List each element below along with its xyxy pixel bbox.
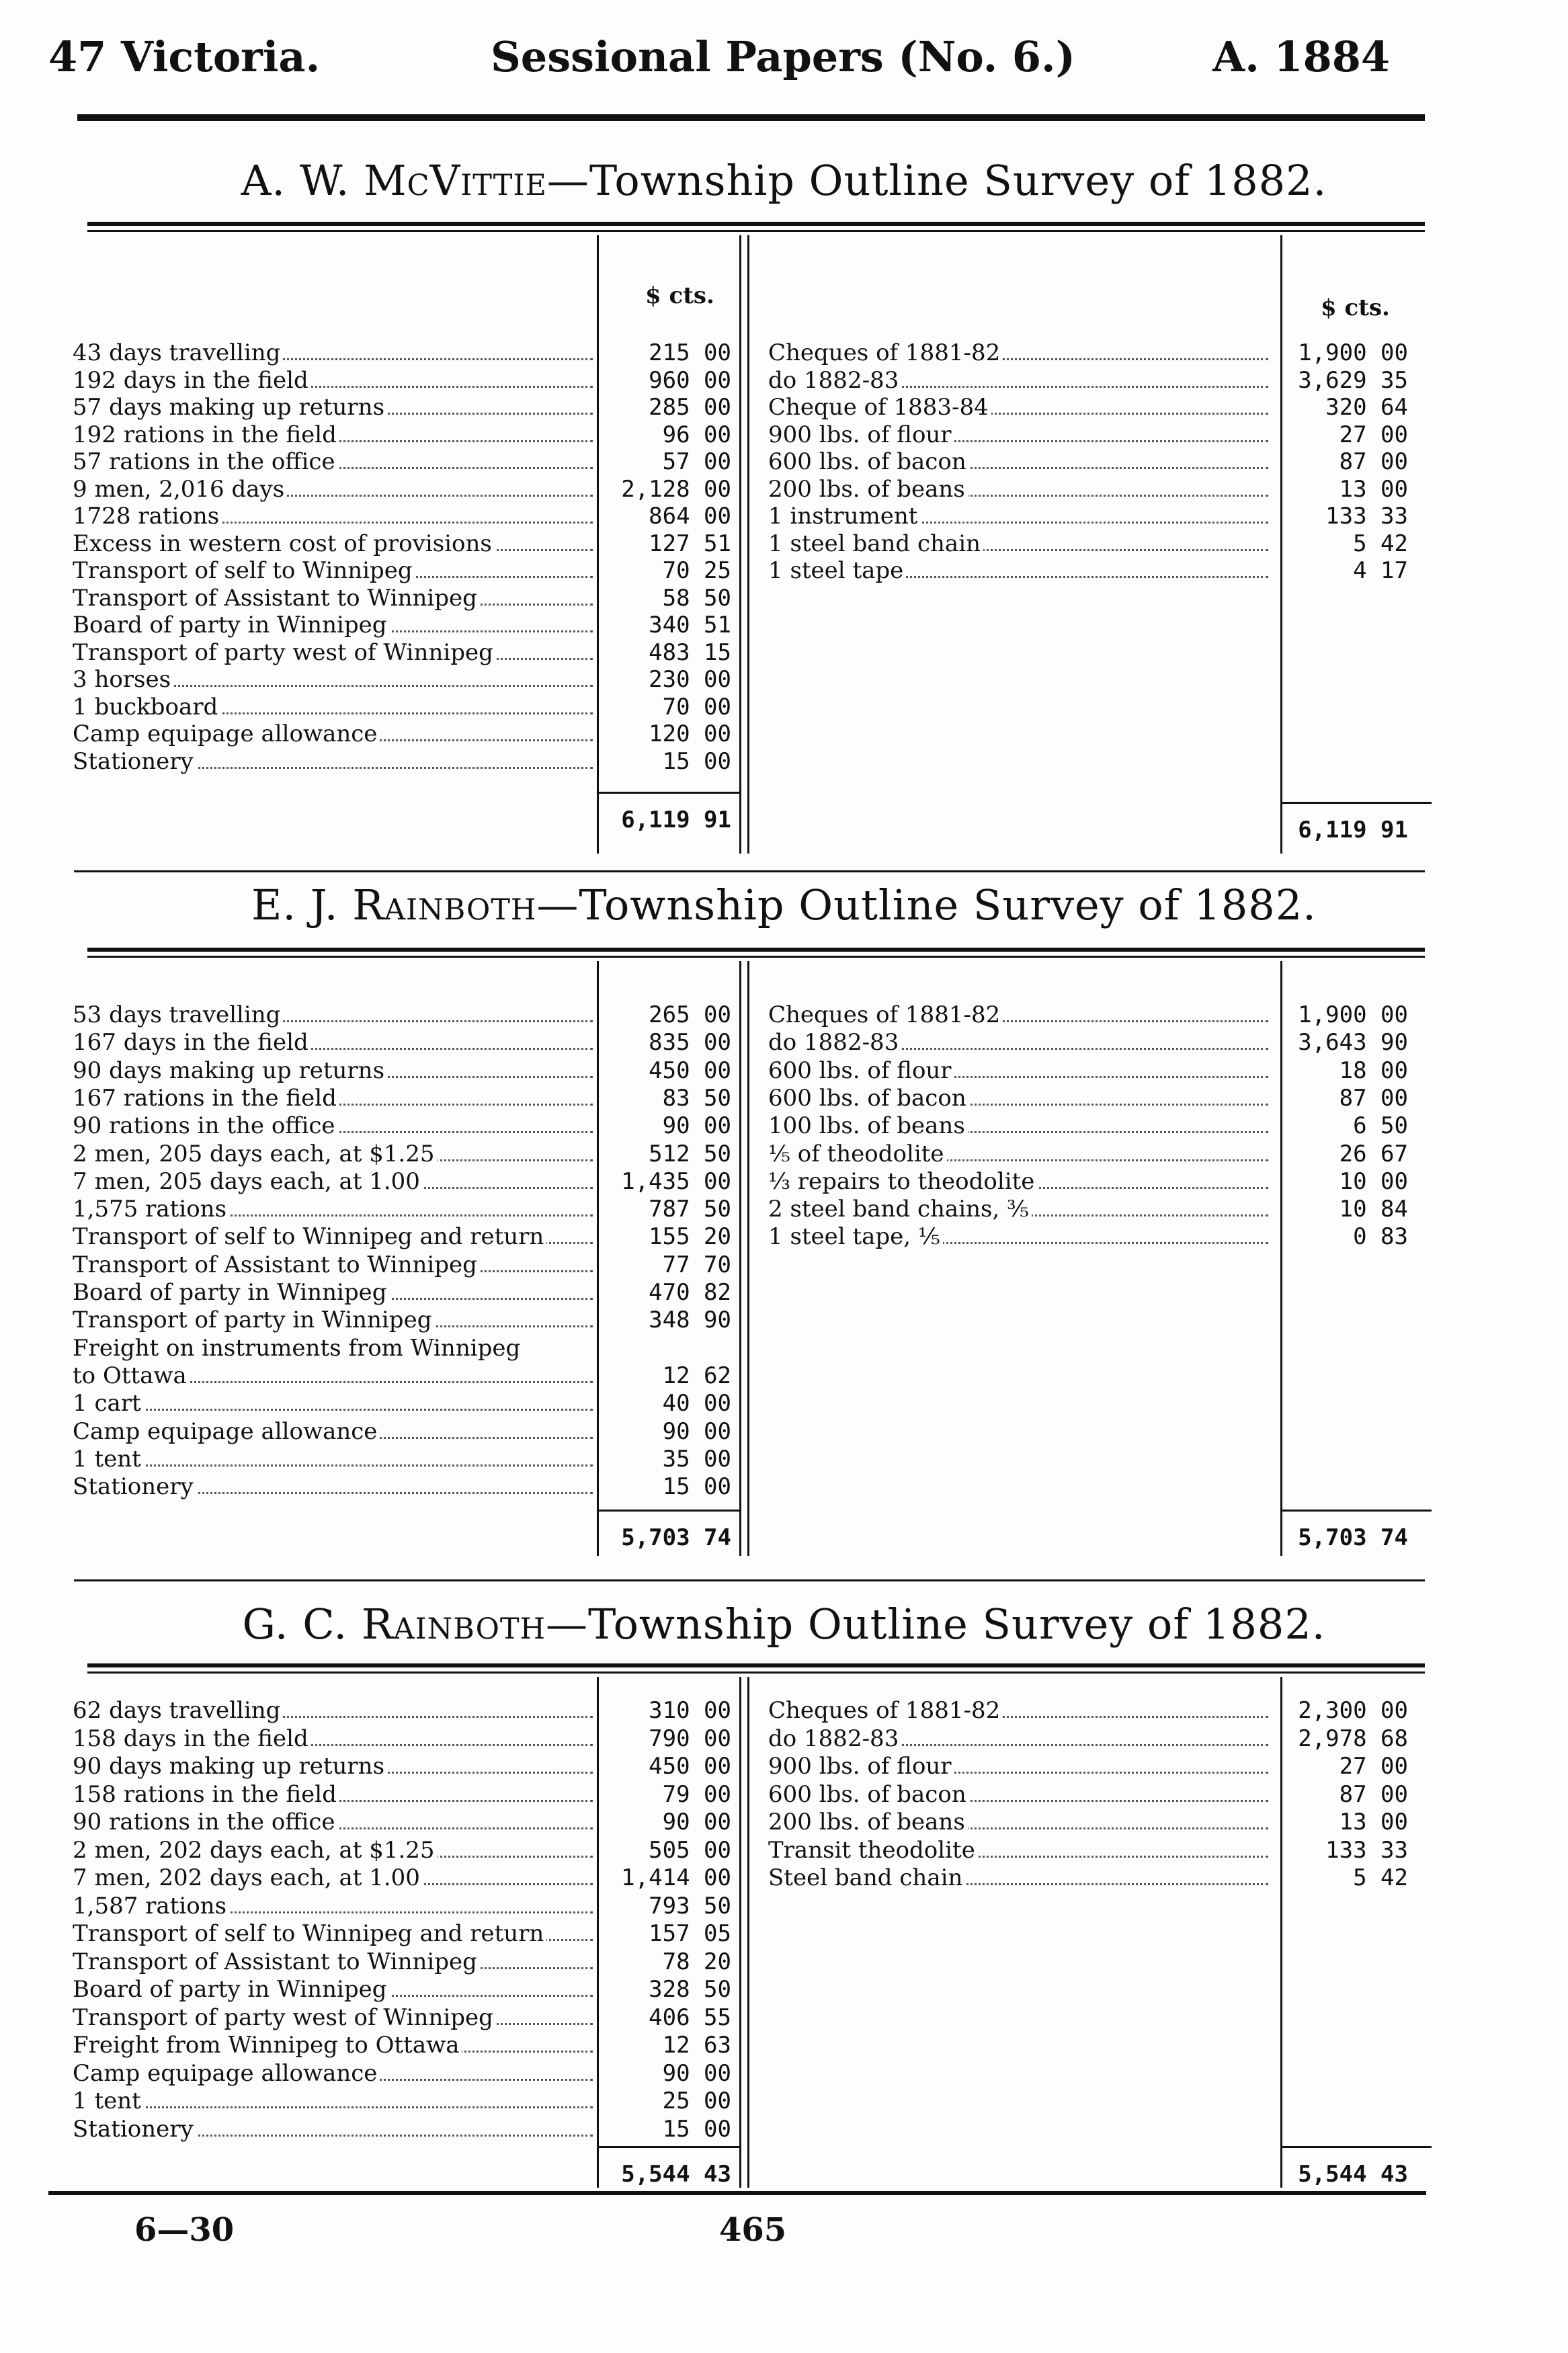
credit-label: 900 lbs. of flour [768, 421, 954, 448]
expense-amount: 58 50 [662, 584, 731, 612]
expense-row [73, 1251, 593, 1278]
credit-amount: 5 42 [1353, 530, 1408, 557]
expense-amount: 70 00 [662, 693, 731, 720]
section-top-rule-thin [87, 956, 1425, 958]
expense-amount: 310 00 [649, 1697, 731, 1724]
expense-row [73, 1864, 593, 1891]
total-expenses: 6,119 91 [621, 807, 731, 833]
expense-amount: 15 00 [662, 1473, 731, 1501]
expense-amount: 470 82 [649, 1279, 731, 1306]
credit-label: Cheques of 1881-82 [768, 1001, 1003, 1028]
credit-amount: 18 00 [1339, 1057, 1408, 1084]
expense-amount: 120 00 [649, 720, 731, 747]
expense-label: Camp equipage allowance [73, 720, 380, 747]
credit-amount: 3,643 90 [1298, 1029, 1408, 1057]
expense-amount: 1,414 00 [621, 1864, 731, 1891]
expense-label: Stationery [73, 1473, 196, 1500]
expense-label: 1 tent [73, 2088, 144, 2114]
amount-column-header: $ cts. [1321, 294, 1390, 321]
expense-row [73, 1418, 593, 1445]
expense-amount: 90 00 [662, 2059, 731, 2087]
credit-label: 600 lbs. of bacon [768, 448, 969, 475]
expense-label: 7 men, 205 days each, at 1.00 [73, 1168, 423, 1195]
credit-amount: 87 00 [1339, 1084, 1408, 1112]
credit-row [768, 1168, 1268, 1195]
credit-row [768, 1809, 1268, 1835]
expense-label: Transport of party west of Winnipeg [73, 639, 496, 666]
expense-label: Transport of self to Winnipeg and return [73, 1920, 546, 1947]
expense-amount: 78 20 [662, 1948, 731, 1975]
credit-amount: 3,629 35 [1298, 366, 1408, 394]
credit-label: 200 lbs. of beans [768, 476, 968, 503]
credit-row [768, 1223, 1268, 1250]
expense-amount: 77 70 [662, 1251, 731, 1278]
expense-label: 1 cart [73, 1390, 144, 1417]
expense-label: 167 rations in the field [73, 1085, 339, 1112]
expense-amount: 90 00 [662, 1112, 731, 1140]
expense-row [73, 1307, 593, 1333]
expense-row [73, 666, 593, 693]
expense-row [73, 1920, 593, 1947]
expense-row [73, 1781, 593, 1808]
expense-row [73, 476, 593, 503]
credit-amount: 1,900 00 [1298, 339, 1408, 366]
credit-row [768, 1697, 1268, 1724]
credit-label: 1 steel tape [768, 557, 906, 584]
credit-row [768, 530, 1268, 557]
total-rule [597, 2146, 739, 2148]
credit-amount: 133 33 [1325, 1836, 1408, 1864]
expense-label: Stationery [73, 748, 196, 775]
credit-label: ⅕ of theodolite [768, 1141, 947, 1167]
expense-row [73, 1223, 593, 1250]
expense-amount: 57 00 [662, 448, 731, 475]
credit-amount: 320 64 [1325, 394, 1408, 421]
credit-label: Steel band chain [768, 1864, 965, 1891]
credit-label: Transit theodolite [768, 1837, 978, 1864]
expense-amount: 96 00 [662, 421, 731, 448]
section-title [0, 880, 1568, 930]
expense-row [73, 1085, 593, 1112]
expense-label: 53 days travelling [73, 1001, 283, 1028]
column-divider [747, 1677, 749, 2188]
credit-row [768, 1725, 1268, 1752]
expense-amount: 15 00 [662, 2115, 731, 2143]
credit-row [768, 476, 1268, 503]
total-expenses: 5,703 74 [621, 1524, 731, 1551]
expense-row [73, 1335, 593, 1362]
total-rule [1280, 2146, 1432, 2148]
credit-amount: 6 50 [1353, 1112, 1408, 1140]
header-rule [77, 114, 1425, 121]
expense-amount: 512 50 [649, 1140, 731, 1167]
credit-row [768, 557, 1268, 584]
expense-amount: 285 00 [649, 394, 731, 421]
credit-label: 900 lbs. of flour [768, 1753, 954, 1780]
expense-amount: 2,128 00 [621, 475, 731, 503]
section-surveyor-name: E. J. Rainboth [251, 880, 537, 930]
expense-amount: 35 00 [662, 1445, 731, 1473]
section-top-rule [87, 222, 1425, 226]
expense-amount: 215 00 [649, 339, 731, 366]
credit-row [768, 1001, 1268, 1028]
expense-row [73, 1948, 593, 1975]
expense-row [73, 694, 593, 720]
expense-row [73, 2060, 593, 2087]
expense-row [73, 1001, 593, 1028]
expense-row [73, 2088, 593, 2114]
total-rule [597, 792, 739, 794]
expense-amount: 157 05 [649, 1920, 731, 1947]
expense-label: 2 men, 202 days each, at $1.25 [73, 1837, 438, 1864]
credit-label: 100 lbs. of beans [768, 1112, 968, 1139]
expense-label: Excess in western cost of provisions [73, 530, 495, 557]
column-divider [597, 1677, 599, 2188]
column-divider [597, 235, 599, 854]
expense-label: 158 rations in the field [73, 1781, 339, 1808]
expense-row [73, 2116, 593, 2143]
credit-amount: 27 00 [1339, 421, 1408, 448]
expense-row [73, 1976, 593, 2003]
column-divider [597, 961, 599, 1556]
header-year: A. 1884 [1212, 32, 1390, 81]
expense-row [73, 1446, 593, 1473]
expense-amount: 790 00 [649, 1725, 731, 1752]
leader-dots [73, 1464, 593, 1467]
expense-amount: 70 25 [662, 557, 731, 584]
credit-row [768, 503, 1268, 530]
expense-row [73, 1837, 593, 1864]
expense-amount: 25 00 [662, 2088, 731, 2114]
expense-amount: 406 55 [649, 2004, 731, 2031]
expense-row [73, 1279, 593, 1306]
expense-label: 1 tent [73, 1446, 144, 1473]
credit-row [768, 1864, 1268, 1891]
expense-row [73, 1362, 593, 1389]
expense-label: Transport of self to Winnipeg and return [73, 1223, 546, 1250]
credit-amount: 27 00 [1339, 1753, 1408, 1780]
expense-amount: 348 90 [649, 1307, 731, 1334]
column-divider [747, 961, 749, 1556]
expense-row [73, 1809, 593, 1835]
expense-row [73, 367, 593, 394]
credit-row [768, 1112, 1268, 1139]
column-divider [739, 235, 741, 854]
credit-amount: 13 00 [1339, 1809, 1408, 1835]
expense-amount: 90 00 [662, 1809, 731, 1835]
section-title-rest: —Township Outline Survey of 1882. [546, 1600, 1326, 1649]
credit-row [768, 1837, 1268, 1864]
expense-label: 167 days in the field [73, 1029, 311, 1056]
column-divider [747, 235, 749, 854]
expense-amount: 12 63 [662, 2032, 731, 2059]
credit-amount: 1,900 00 [1298, 1001, 1408, 1028]
amount-column-header: $ cts. [645, 282, 714, 309]
total-credits: 5,544 43 [1298, 2161, 1408, 2188]
total-rule [1280, 1510, 1432, 1512]
credit-amount: 87 00 [1339, 448, 1408, 475]
expense-label: 90 days making up returns [73, 1057, 387, 1084]
credit-row [768, 448, 1268, 475]
credit-row [768, 1141, 1268, 1167]
header-session: 47 Victoria. [48, 32, 321, 81]
expense-label: Transport of party in Winnipeg [73, 1307, 434, 1333]
expense-row [73, 585, 593, 612]
expense-row [73, 1725, 593, 1752]
credit-label: 600 lbs. of flour [768, 1057, 954, 1084]
credit-label: 600 lbs. of bacon [768, 1781, 969, 1808]
expense-amount: 483 15 [649, 638, 731, 666]
credit-amount: 87 00 [1339, 1780, 1408, 1808]
expense-amount: 155 20 [649, 1223, 731, 1251]
expense-amount: 12 62 [662, 1362, 731, 1389]
expense-amount: 864 00 [649, 503, 731, 530]
credit-amount: 10 00 [1339, 1167, 1408, 1195]
credit-row [768, 1753, 1268, 1780]
expense-row [73, 1029, 593, 1056]
leader-dots [73, 1409, 593, 1411]
expense-row [73, 612, 593, 638]
section-surveyor-name: G. C. Rainboth [242, 1600, 546, 1649]
expense-label: 62 days travelling [73, 1697, 283, 1724]
expense-amount: 127 51 [649, 530, 731, 557]
expense-label: Transport of self to Winnipeg [73, 557, 415, 584]
expense-label: 43 days travelling [73, 339, 283, 366]
section-surveyor-name: A. W. McVittie [241, 156, 547, 205]
expense-label: 90 rations in the office [73, 1809, 338, 1835]
credit-row [768, 1029, 1268, 1056]
expense-label: Camp equipage allowance [73, 1418, 380, 1445]
expense-row [73, 1112, 593, 1139]
credit-row [768, 1781, 1268, 1808]
credit-row [768, 421, 1268, 448]
credit-amount: 26 67 [1339, 1140, 1408, 1167]
expense-row [73, 1473, 593, 1500]
expense-label: Transport of Assistant to Winnipeg [73, 585, 480, 612]
section-separator [74, 1579, 1425, 1581]
credit-label: Cheque of 1883-84 [768, 394, 991, 421]
expense-label: Board of party in Winnipeg [73, 1976, 390, 2003]
expense-label: 192 days in the field [73, 367, 311, 394]
expense-label: Stationery [73, 2116, 196, 2143]
expense-row [73, 557, 593, 584]
credit-label: 1 steel tape, ⅕ [768, 1223, 943, 1250]
page-bottom-rule [48, 2191, 1426, 2195]
credit-amount: 0 83 [1353, 1223, 1408, 1251]
expense-label: to Ottawa [73, 1362, 190, 1389]
expense-row [73, 394, 593, 421]
expense-row [73, 1141, 593, 1167]
expense-row [73, 1893, 593, 1919]
total-rule [597, 1510, 739, 1512]
credit-label: 1 instrument [768, 503, 920, 530]
expense-amount: 90 00 [662, 1417, 731, 1445]
expense-label: 158 days in the field [73, 1725, 311, 1752]
expense-label: 2 men, 205 days each, at $1.25 [73, 1141, 438, 1167]
page-header [0, 32, 1568, 86]
expense-label: 1 buckboard [73, 694, 220, 720]
expense-label: 90 days making up returns [73, 1753, 387, 1780]
total-credits: 5,703 74 [1298, 1524, 1408, 1551]
expense-label: Transport of party west of Winnipeg [73, 2004, 496, 2031]
expense-amount: 450 00 [649, 1057, 731, 1084]
credit-amount: 13 00 [1339, 475, 1408, 503]
section-title [0, 1600, 1568, 1649]
credit-label: Cheques of 1881-82 [768, 1697, 1003, 1724]
credit-label: 200 lbs. of beans [768, 1809, 968, 1835]
expense-label: 1,587 rations [73, 1893, 229, 1919]
expense-row [73, 1168, 593, 1195]
credit-row [768, 1196, 1268, 1223]
credit-label: 1 steel band chain [768, 530, 983, 557]
credit-amount: 2,978 68 [1298, 1725, 1408, 1752]
expense-row [73, 2004, 593, 2031]
credit-label: 600 lbs. of bacon [768, 1085, 969, 1112]
expense-label: Freight from Winnipeg to Ottawa [73, 2032, 462, 2059]
expense-amount: 835 00 [649, 1029, 731, 1057]
expense-label: Board of party in Winnipeg [73, 1279, 390, 1306]
credit-amount: 5 42 [1353, 1864, 1408, 1891]
expense-row [73, 530, 593, 557]
credit-amount: 2,300 00 [1298, 1697, 1408, 1724]
expense-amount: 265 00 [649, 1001, 731, 1028]
expense-amount: 793 50 [649, 1892, 731, 1919]
expense-label: Transport of Assistant to Winnipeg [73, 1948, 480, 1975]
expense-amount: 1,435 00 [621, 1167, 731, 1195]
expense-row [73, 448, 593, 475]
expense-label: Transport of Assistant to Winnipeg [73, 1251, 480, 1278]
credit-label: Cheques of 1881-82 [768, 339, 1003, 366]
expense-amount: 340 51 [649, 612, 731, 638]
column-divider [739, 961, 741, 1556]
expense-amount: 450 00 [649, 1753, 731, 1780]
expense-row [73, 339, 593, 366]
page-number: 465 [719, 2211, 787, 2249]
credit-label: 2 steel band chains, ⅗ [768, 1196, 1032, 1223]
expense-row [73, 1697, 593, 1724]
credit-label: do 1882-83 [768, 1029, 901, 1056]
expense-amount: 328 50 [649, 1976, 731, 2003]
expense-label: 7 men, 202 days each, at 1.00 [73, 1864, 423, 1891]
expense-amount: 505 00 [649, 1836, 731, 1864]
expense-label: Board of party in Winnipeg [73, 612, 390, 638]
expense-label: 1,575 rations [73, 1196, 229, 1223]
expense-row [73, 1753, 593, 1780]
footer-ref: 6—30 [134, 2211, 235, 2249]
expense-amount: 960 00 [649, 366, 731, 394]
expense-label: Camp equipage allowance [73, 2060, 380, 2087]
expense-row [73, 503, 593, 530]
credit-amount: 4 17 [1353, 557, 1408, 584]
expense-row [73, 1196, 593, 1223]
section-title [0, 156, 1568, 205]
expense-amount: 230 00 [649, 666, 731, 693]
credit-label: do 1882-83 [768, 367, 901, 394]
expense-label: 57 days making up returns [73, 394, 387, 421]
section-separator [74, 870, 1425, 872]
expense-amount: 787 50 [649, 1196, 731, 1223]
expense-row [73, 1390, 593, 1417]
credit-amount: 10 84 [1339, 1196, 1408, 1223]
total-rule [1280, 802, 1432, 804]
total-expenses: 5,544 43 [621, 2161, 731, 2188]
header-title: Sessional Papers (No. 6.) [491, 32, 1075, 81]
expense-row [73, 2032, 593, 2059]
credit-row [768, 394, 1268, 421]
credit-label: ⅓ repairs to theodolite [768, 1168, 1037, 1195]
section-top-rule [87, 948, 1425, 952]
expense-row [73, 748, 593, 775]
expense-label: 1728 rations [73, 503, 222, 530]
credit-label: do 1882-83 [768, 1725, 901, 1752]
credit-row [768, 1085, 1268, 1112]
column-divider [739, 1677, 741, 2188]
expense-amount: 79 00 [662, 1780, 731, 1808]
expense-amount: 83 50 [662, 1084, 731, 1112]
expense-label: 57 rations in the office [73, 448, 338, 475]
section-top-rule [87, 1663, 1425, 1667]
expense-row [73, 1057, 593, 1084]
leader-dots [73, 2106, 593, 2108]
credit-amount: 133 33 [1325, 503, 1408, 530]
expense-row [73, 639, 593, 666]
expense-label: 192 rations in the field [73, 421, 339, 448]
section-title-rest: —Township Outline Survey of 1882. [536, 880, 1317, 930]
expense-row [73, 421, 593, 448]
expense-label: 90 rations in the office [73, 1112, 338, 1139]
expense-label: 3 horses [73, 666, 173, 693]
expense-amount: 40 00 [662, 1390, 731, 1417]
section-top-rule-thin [87, 230, 1425, 232]
expense-row [73, 720, 593, 747]
credit-row [768, 1057, 1268, 1084]
section-title-rest: —Township Outline Survey of 1882. [546, 156, 1327, 205]
credit-row [768, 339, 1268, 366]
credit-row [768, 367, 1268, 394]
section-top-rule-thin [87, 1671, 1425, 1674]
expense-amount: 15 00 [662, 747, 731, 775]
expense-label: Freight on instruments from Winnipeg [73, 1335, 523, 1362]
total-credits: 6,119 91 [1298, 817, 1408, 843]
expense-label: 9 men, 2,016 days [73, 476, 287, 503]
